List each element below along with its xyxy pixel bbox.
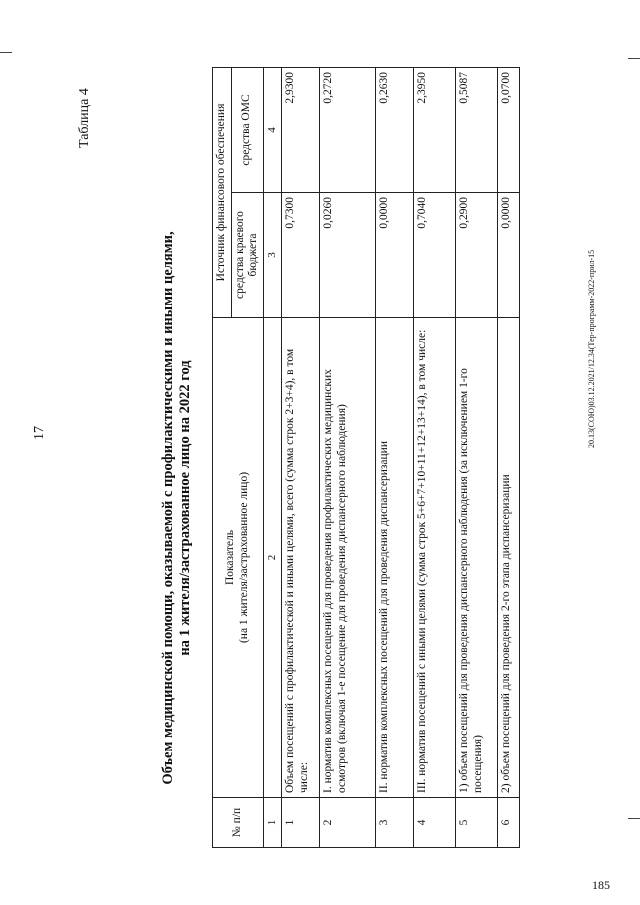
table-caption: Таблица 4 (77, 88, 92, 148)
page-number-top: 17 (32, 426, 47, 440)
table-row (320, 67, 376, 847)
row-index: 4 (414, 798, 456, 848)
rotated-document (40, 42, 600, 868)
row-indicator: III. норматив посещений с иными целями (сумма строк 5+6+7+10+11+12+13+14), в том числе: (414, 318, 456, 798)
column-number: 3 (263, 193, 282, 318)
row-indicator: 1) объем посещений для проведения диспансерного наблюдения (за исключением 1-го посещения) (456, 318, 498, 798)
scan-edge-mark (628, 818, 640, 819)
row-oms-value: 2,3950 (414, 67, 456, 192)
row-index: 3 (376, 798, 414, 848)
row-oms-value: 0,0700 (498, 67, 520, 192)
header-indicator-label: Показатель (224, 529, 237, 586)
row-indicator: I. норматив комплексных посещений для проведения профилактических медицинских осмотров (включая 1-е посещение для проведения диспансерного наблюдения) (320, 318, 376, 798)
row-budget-value: 0,2900 (456, 193, 498, 318)
row-index: 2 (320, 798, 376, 848)
row-indicator: Объем посещений с профилактической и иными целями, всего (сумма строк 2+3+4), в том числе: (282, 318, 320, 798)
footer-document-ref: 20.13(СОЮ)03.12.2021/12.34(Тер-программ-2022-прил-15 (587, 249, 596, 448)
table-row (282, 67, 320, 847)
column-number: 2 (263, 318, 282, 798)
table-row (376, 67, 414, 847)
header-oms: средства ОМС (231, 67, 263, 192)
row-indicator: II. норматив комплексных посещений для проведения диспансеризации (376, 318, 414, 798)
scan-edge-mark (628, 58, 640, 59)
column-number-row (263, 67, 282, 847)
table-row (414, 67, 456, 847)
row-budget-value: 0,0000 (498, 193, 520, 318)
table-row (498, 67, 520, 847)
row-oms-value: 0,5087 (456, 67, 498, 192)
row-oms-value: 2,9300 (282, 67, 320, 192)
header-budget: средства краевого бюджета (231, 193, 263, 318)
row-oms-value: 0,2630 (376, 67, 414, 192)
page-number-bottom: 185 (592, 878, 610, 892)
header-indicator (213, 318, 264, 798)
row-indicator: 2) объем посещений для проведения 2-го этапа диспансеризации (498, 318, 520, 798)
row-budget-value: 0,0260 (320, 193, 376, 318)
header-index: № п/п (213, 798, 264, 848)
table-row (456, 67, 498, 847)
row-oms-value: 0,2720 (320, 67, 376, 192)
row-budget-value: 0,0000 (376, 193, 414, 318)
row-index: 1 (282, 798, 320, 848)
row-index: 5 (456, 798, 498, 848)
row-budget-value: 0,7040 (414, 193, 456, 318)
row-budget-value: 0,7300 (282, 193, 320, 318)
header-source-group: Источник финансового обеспечения (213, 67, 232, 317)
document-title: Объем медицинской помощи, оказываемой с профилактическими и иными целями, на 1 жителя/застрахованное лицо на 2022 год (160, 231, 193, 785)
row-index: 6 (498, 798, 520, 848)
header-row (213, 67, 232, 847)
column-number: 1 (263, 798, 282, 848)
scan-edge-mark (0, 52, 12, 53)
column-number: 4 (263, 67, 282, 192)
volume-table (212, 67, 520, 848)
header-indicator-sub: (на 1 жителя/застрахованное лицо) (237, 471, 250, 644)
